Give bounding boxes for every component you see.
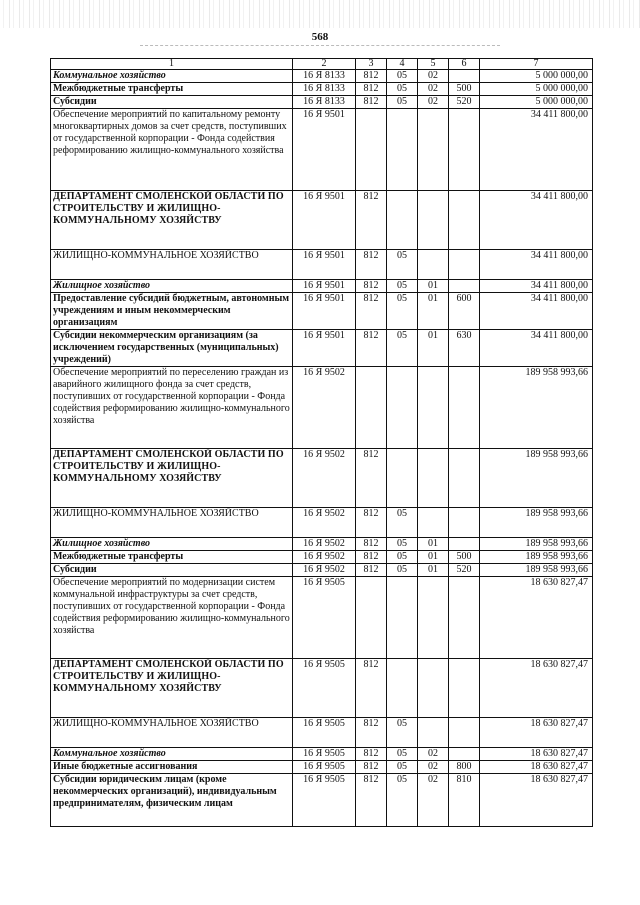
amount: 189 958 993,66 bbox=[480, 551, 593, 564]
section-code: 05 bbox=[387, 551, 418, 564]
subsection-code bbox=[418, 250, 449, 280]
ministry-code: 812 bbox=[356, 191, 387, 250]
page-number: 568 bbox=[311, 31, 329, 43]
column-header: 3 bbox=[356, 59, 387, 70]
section-code: 05 bbox=[387, 761, 418, 774]
ministry-code: 812 bbox=[356, 293, 387, 330]
amount: 18 630 827,47 bbox=[480, 748, 593, 761]
target-article-code: 16 Я 9502 bbox=[293, 508, 356, 538]
row-name: Межбюджетные трансферты bbox=[51, 551, 293, 564]
target-article-code: 16 Я 9505 bbox=[293, 718, 356, 748]
row-name: Межбюджетные трансферты bbox=[51, 83, 293, 96]
ministry-code: 812 bbox=[356, 564, 387, 577]
ministry-code: 812 bbox=[356, 538, 387, 551]
expense-type-code: 520 bbox=[449, 564, 480, 577]
row-name: Предоставление субсидий бюджетным, автономным учреждениям и иным некоммерческим организациям bbox=[51, 293, 293, 330]
amount: 189 958 993,66 bbox=[480, 564, 593, 577]
table-row bbox=[51, 250, 593, 280]
amount: 189 958 993,66 bbox=[480, 367, 593, 449]
subsection-code bbox=[418, 508, 449, 538]
row-name: Субсидии некоммерческим организациям (за исключением государственных (муниципальных) учреждений) bbox=[51, 330, 293, 367]
ministry-code: 812 bbox=[356, 551, 387, 564]
ministry-code: 812 bbox=[356, 250, 387, 280]
amount: 34 411 800,00 bbox=[480, 250, 593, 280]
amount: 5 000 000,00 bbox=[480, 70, 593, 83]
expense-type-code: 600 bbox=[449, 293, 480, 330]
ministry-code bbox=[356, 577, 387, 659]
ministry-code: 812 bbox=[356, 449, 387, 508]
expense-type-code bbox=[449, 748, 480, 761]
amount: 5 000 000,00 bbox=[480, 96, 593, 109]
target-article-code: 16 Я 8133 bbox=[293, 96, 356, 109]
ministry-code: 812 bbox=[356, 774, 387, 827]
row-name: ЖИЛИЩНО-КОММУНАЛЬНОЕ ХОЗЯЙСТВО bbox=[51, 508, 293, 538]
expense-type-code bbox=[449, 250, 480, 280]
row-name: Жилищное хозяйство bbox=[51, 280, 293, 293]
expense-type-code bbox=[449, 659, 480, 718]
row-name: ДЕПАРТАМЕНТ СМОЛЕНСКОЙ ОБЛАСТИ ПО СТРОИТЕЛЬСТВУ И ЖИЛИЩНО-КОММУНАЛЬНОМУ ХОЗЯЙСТВУ bbox=[51, 191, 293, 250]
row-name: Коммунальное хозяйство bbox=[51, 70, 293, 83]
target-article-code: 16 Я 9502 bbox=[293, 449, 356, 508]
amount: 5 000 000,00 bbox=[480, 83, 593, 96]
section-code: 05 bbox=[387, 96, 418, 109]
section-code bbox=[387, 367, 418, 449]
amount: 18 630 827,47 bbox=[480, 577, 593, 659]
target-article-code: 16 Я 9501 bbox=[293, 250, 356, 280]
table-row bbox=[51, 718, 593, 748]
amount: 34 411 800,00 bbox=[480, 330, 593, 367]
ministry-code bbox=[356, 367, 387, 449]
expense-type-code bbox=[449, 718, 480, 748]
target-article-code: 16 Я 9502 bbox=[293, 538, 356, 551]
section-code: 05 bbox=[387, 250, 418, 280]
subsection-code: 01 bbox=[418, 538, 449, 551]
amount: 18 630 827,47 bbox=[480, 659, 593, 718]
subsection-code bbox=[418, 191, 449, 250]
subsection-code: 01 bbox=[418, 564, 449, 577]
subsection-code bbox=[418, 659, 449, 718]
row-name: Обеспечение мероприятий по переселению граждан из аварийного жилищного фонда за счет средств, поступивших от государственной корпорации - Фонда содействия реформированию жилищно-коммунального хозяйства bbox=[51, 367, 293, 449]
page-rule bbox=[140, 45, 500, 46]
target-article-code: 16 Я 8133 bbox=[293, 83, 356, 96]
target-article-code: 16 Я 9505 bbox=[293, 577, 356, 659]
section-code: 05 bbox=[387, 774, 418, 827]
subsection-code: 02 bbox=[418, 748, 449, 761]
budget-table-body bbox=[51, 59, 593, 827]
expense-type-code bbox=[449, 508, 480, 538]
ministry-code: 812 bbox=[356, 761, 387, 774]
table-row bbox=[51, 564, 593, 577]
row-name: Субсидии юридическим лицам (кроме некоммерческих организаций), индивидуальным предпринимателям, физическим лицам bbox=[51, 774, 293, 827]
section-code bbox=[387, 577, 418, 659]
table-row bbox=[51, 367, 593, 449]
target-article-code: 16 Я 8133 bbox=[293, 70, 356, 83]
subsection-code: 02 bbox=[418, 70, 449, 83]
section-code: 05 bbox=[387, 508, 418, 538]
ministry-code: 812 bbox=[356, 508, 387, 538]
section-code bbox=[387, 191, 418, 250]
subsection-code: 02 bbox=[418, 96, 449, 109]
subsection-code bbox=[418, 718, 449, 748]
subsection-code: 01 bbox=[418, 330, 449, 367]
section-code: 05 bbox=[387, 330, 418, 367]
ministry-code: 812 bbox=[356, 659, 387, 718]
table-row bbox=[51, 538, 593, 551]
ministry-code: 812 bbox=[356, 280, 387, 293]
ministry-code: 812 bbox=[356, 330, 387, 367]
table-row bbox=[51, 659, 593, 718]
amount: 189 958 993,66 bbox=[480, 538, 593, 551]
ministry-code: 812 bbox=[356, 718, 387, 748]
column-header: 7 bbox=[480, 59, 593, 70]
subsection-code: 01 bbox=[418, 293, 449, 330]
target-article-code: 16 Я 9505 bbox=[293, 774, 356, 827]
row-name: ЖИЛИЩНО-КОММУНАЛЬНОЕ ХОЗЯЙСТВО bbox=[51, 718, 293, 748]
target-article-code: 16 Я 9502 bbox=[293, 551, 356, 564]
section-code: 05 bbox=[387, 70, 418, 83]
table-row bbox=[51, 70, 593, 83]
table-row bbox=[51, 191, 593, 250]
subsection-code bbox=[418, 577, 449, 659]
section-code: 05 bbox=[387, 564, 418, 577]
ministry-code: 812 bbox=[356, 96, 387, 109]
expense-type-code: 810 bbox=[449, 774, 480, 827]
expense-type-code bbox=[449, 191, 480, 250]
target-article-code: 16 Я 9501 bbox=[293, 293, 356, 330]
row-name: Жилищное хозяйство bbox=[51, 538, 293, 551]
target-article-code: 16 Я 9501 bbox=[293, 280, 356, 293]
row-name: ДЕПАРТАМЕНТ СМОЛЕНСКОЙ ОБЛАСТИ ПО СТРОИТЕЛЬСТВУ И ЖИЛИЩНО-КОММУНАЛЬНОМУ ХОЗЯЙСТВУ bbox=[51, 449, 293, 508]
table-row bbox=[51, 761, 593, 774]
section-code: 05 bbox=[387, 748, 418, 761]
section-code: 05 bbox=[387, 83, 418, 96]
table-row bbox=[51, 83, 593, 96]
ministry-code bbox=[356, 109, 387, 191]
row-name: Субсидии bbox=[51, 564, 293, 577]
column-header: 6 bbox=[449, 59, 480, 70]
expense-type-code bbox=[449, 538, 480, 551]
expense-type-code bbox=[449, 70, 480, 83]
expense-type-code: 500 bbox=[449, 83, 480, 96]
row-name: Иные бюджетные ассигнования bbox=[51, 761, 293, 774]
amount: 34 411 800,00 bbox=[480, 109, 593, 191]
table-row bbox=[51, 774, 593, 827]
expense-type-code: 630 bbox=[449, 330, 480, 367]
target-article-code: 16 Я 9505 bbox=[293, 761, 356, 774]
expense-type-code bbox=[449, 109, 480, 191]
amount: 34 411 800,00 bbox=[480, 293, 593, 330]
table-row bbox=[51, 577, 593, 659]
expense-type-code bbox=[449, 449, 480, 508]
subsection-code: 02 bbox=[418, 761, 449, 774]
amount: 189 958 993,66 bbox=[480, 449, 593, 508]
section-code bbox=[387, 109, 418, 191]
subsection-code bbox=[418, 367, 449, 449]
amount: 34 411 800,00 bbox=[480, 280, 593, 293]
table-row bbox=[51, 551, 593, 564]
subsection-code: 02 bbox=[418, 83, 449, 96]
row-name: Обеспечение мероприятий по модернизации систем коммунальной инфраструктуры за счет средств, поступивших от государственной корпорации - Фонда содействия реформированию жилищно-коммунального хозяйства bbox=[51, 577, 293, 659]
column-header-row bbox=[51, 59, 593, 70]
subsection-code: 01 bbox=[418, 280, 449, 293]
budget-table bbox=[50, 58, 593, 827]
row-name: Коммунальное хозяйство bbox=[51, 748, 293, 761]
table-row bbox=[51, 330, 593, 367]
amount: 34 411 800,00 bbox=[480, 191, 593, 250]
target-article-code: 16 Я 9502 bbox=[293, 564, 356, 577]
scan-noise-strip bbox=[0, 0, 640, 28]
expense-type-code: 500 bbox=[449, 551, 480, 564]
row-name: Обеспечение мероприятий по капитальному ремонту многоквартирных домов за счет средств, поступивших от государственной корпорации - Фонда содействия реформированию жилищно-коммунального хозяйства bbox=[51, 109, 293, 191]
ministry-code: 812 bbox=[356, 70, 387, 83]
expense-type-code: 520 bbox=[449, 96, 480, 109]
section-code: 05 bbox=[387, 293, 418, 330]
row-name: ДЕПАРТАМЕНТ СМОЛЕНСКОЙ ОБЛАСТИ ПО СТРОИТЕЛЬСТВУ И ЖИЛИЩНО-КОММУНАЛЬНОМУ ХОЗЯЙСТВУ bbox=[51, 659, 293, 718]
column-header: 2 bbox=[293, 59, 356, 70]
column-header: 1 bbox=[51, 59, 293, 70]
amount: 189 958 993,66 bbox=[480, 508, 593, 538]
table-row bbox=[51, 109, 593, 191]
section-code bbox=[387, 449, 418, 508]
table-row bbox=[51, 449, 593, 508]
table-row bbox=[51, 293, 593, 330]
ministry-code: 812 bbox=[356, 83, 387, 96]
table-row bbox=[51, 96, 593, 109]
target-article-code: 16 Я 9501 bbox=[293, 191, 356, 250]
section-code: 05 bbox=[387, 280, 418, 293]
row-name: Субсидии bbox=[51, 96, 293, 109]
subsection-code bbox=[418, 109, 449, 191]
target-article-code: 16 Я 9505 bbox=[293, 748, 356, 761]
subsection-code: 01 bbox=[418, 551, 449, 564]
section-code bbox=[387, 659, 418, 718]
expense-type-code: 800 bbox=[449, 761, 480, 774]
expense-type-code bbox=[449, 280, 480, 293]
column-header: 4 bbox=[387, 59, 418, 70]
table-row bbox=[51, 508, 593, 538]
subsection-code: 02 bbox=[418, 774, 449, 827]
expense-type-code bbox=[449, 577, 480, 659]
target-article-code: 16 Я 9505 bbox=[293, 659, 356, 718]
column-header: 5 bbox=[418, 59, 449, 70]
amount: 18 630 827,47 bbox=[480, 774, 593, 827]
expense-type-code bbox=[449, 367, 480, 449]
target-article-code: 16 Я 9501 bbox=[293, 330, 356, 367]
subsection-code bbox=[418, 449, 449, 508]
table-row bbox=[51, 280, 593, 293]
section-code: 05 bbox=[387, 718, 418, 748]
table-row bbox=[51, 748, 593, 761]
amount: 18 630 827,47 bbox=[480, 718, 593, 748]
amount: 18 630 827,47 bbox=[480, 761, 593, 774]
row-name: ЖИЛИЩНО-КОММУНАЛЬНОЕ ХОЗЯЙСТВО bbox=[51, 250, 293, 280]
target-article-code: 16 Я 9502 bbox=[293, 367, 356, 449]
ministry-code: 812 bbox=[356, 748, 387, 761]
section-code: 05 bbox=[387, 538, 418, 551]
target-article-code: 16 Я 9501 bbox=[293, 109, 356, 191]
